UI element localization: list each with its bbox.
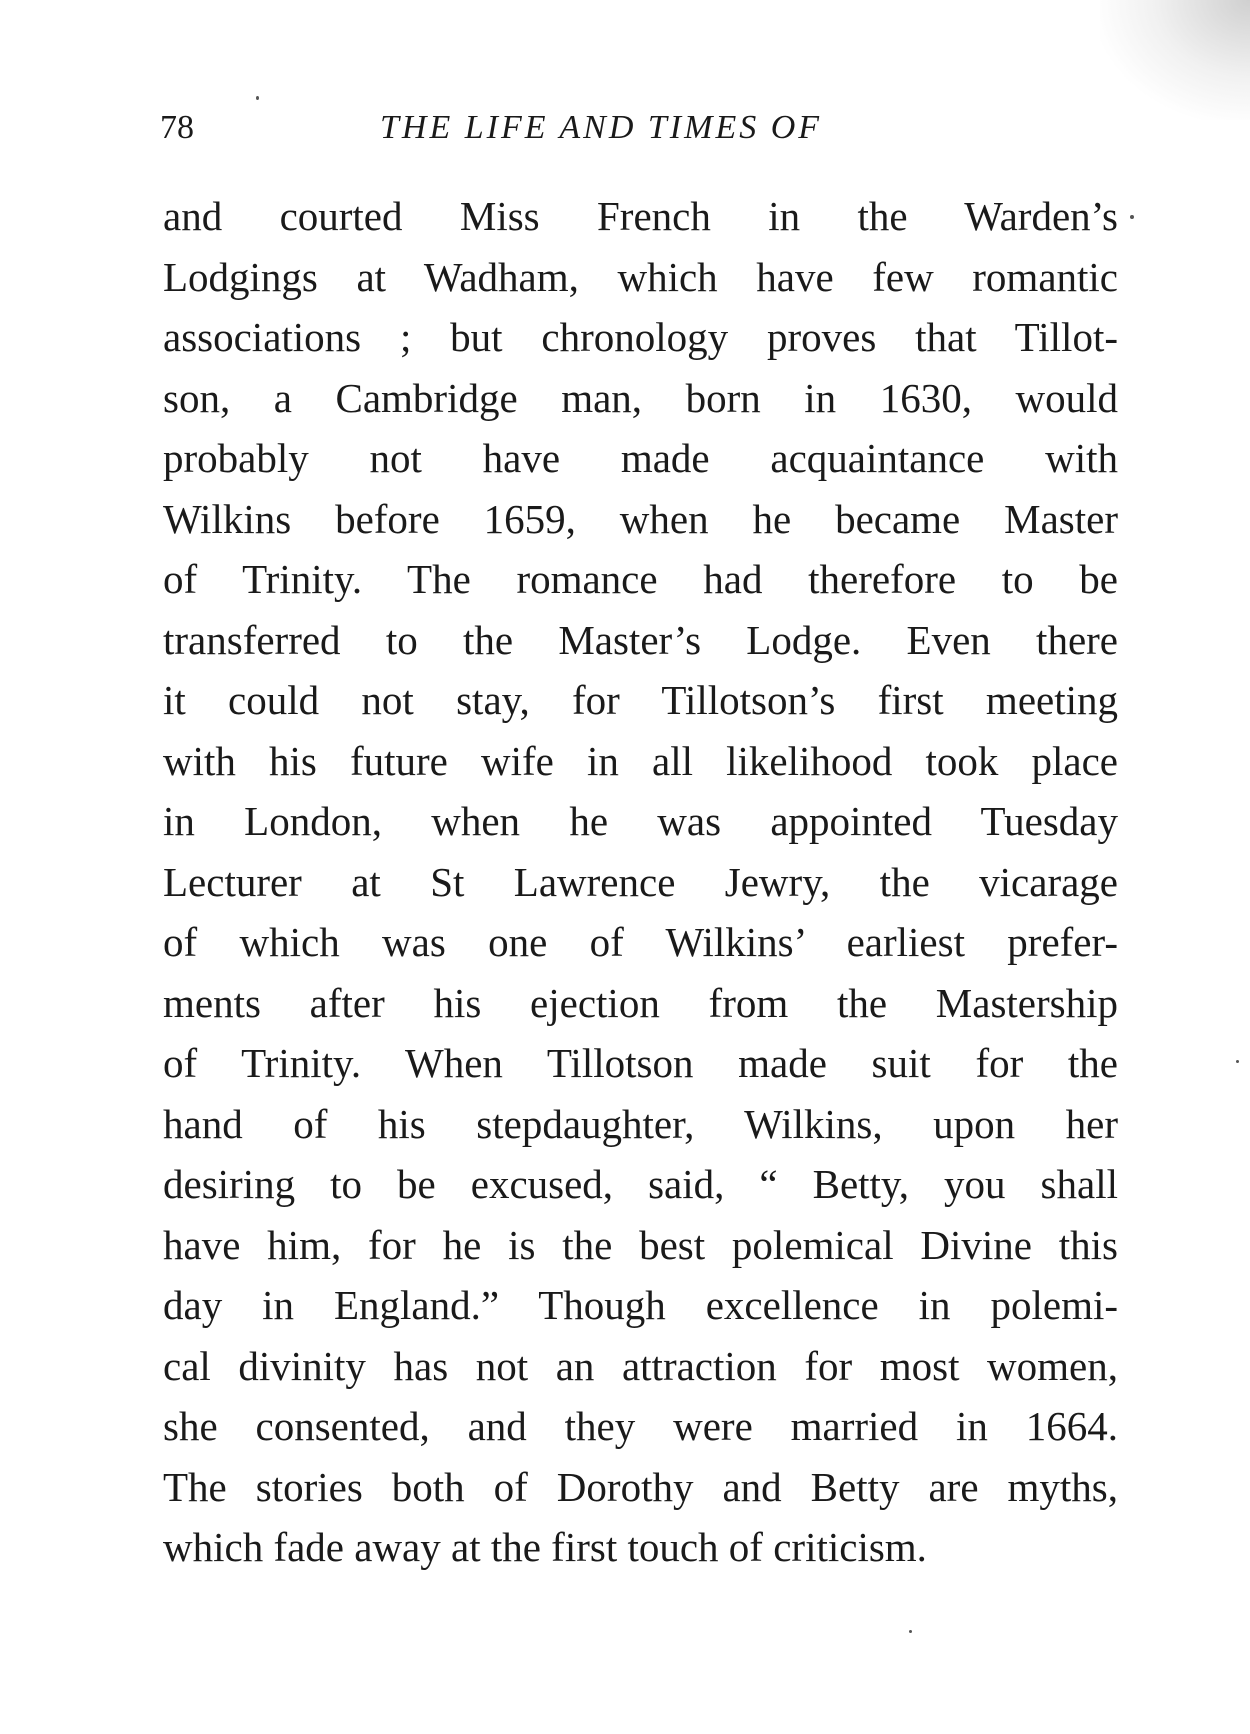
text-line: day in England.” Though excellence in polemi- [163, 1282, 1118, 1328]
text-line: cal divinity has not an attraction for most women, [163, 1342, 1118, 1389]
scan-speck [909, 1630, 912, 1633]
text-line: desiring to be excused, said, “ Betty, you shall [163, 1161, 1118, 1207]
page-number: 78 [160, 109, 194, 146]
text-line: son, a Cambridge man, born in 1630, would [163, 374, 1118, 421]
text-line: ments after his ejection from the Mastership [163, 979, 1118, 1026]
text-line: The stories both of Dorothy and Betty are myths, [163, 1463, 1118, 1510]
text-line: Wilkins before 1659, when he became Master [163, 495, 1118, 542]
scan-speck [256, 96, 259, 100]
text-line: of Trinity. When Tillotson made suit for the [163, 1040, 1118, 1086]
text-line: which fade away at the first touch of criticism. [163, 1524, 927, 1570]
text-line: associations ; but chronology proves that Tillot- [163, 314, 1118, 360]
running-head: THE LIFE AND TIMES OF [380, 109, 823, 146]
text-line: hand of his stepdaughter, Wilkins, upon her [163, 1100, 1118, 1147]
text-line: and courted Miss French in the Warden’s [163, 193, 1118, 239]
text-line: she consented, and they were married in 1664. [163, 1403, 1118, 1449]
text-line: probably not have made acquaintance with [163, 435, 1118, 481]
text-line: transferred to the Master’s Lodge. Even there [163, 616, 1118, 663]
body-paragraph [163, 186, 1118, 1578]
text-line: Lodgings at Wadham, which have few romantic [163, 253, 1118, 300]
text-line: have him, for he is the best polemical Divine this [163, 1221, 1118, 1268]
text-line: Lecturer at St Lawrence Jewry, the vicarage [163, 858, 1118, 905]
text-line: of which was one of Wilkins’ earliest prefer- [163, 919, 1118, 965]
scan-speck [1236, 1060, 1239, 1063]
text-line: in London, when he was appointed Tuesday [163, 798, 1118, 844]
text-line: it could not stay, for Tillotson’s first meeting [163, 677, 1118, 723]
text-line: of Trinity. The romance had therefore to be [163, 556, 1118, 602]
scan-speck [1130, 215, 1134, 219]
text-line: with his future wife in all likelihood took place [163, 737, 1118, 784]
scan-noise [1100, 0, 1250, 120]
